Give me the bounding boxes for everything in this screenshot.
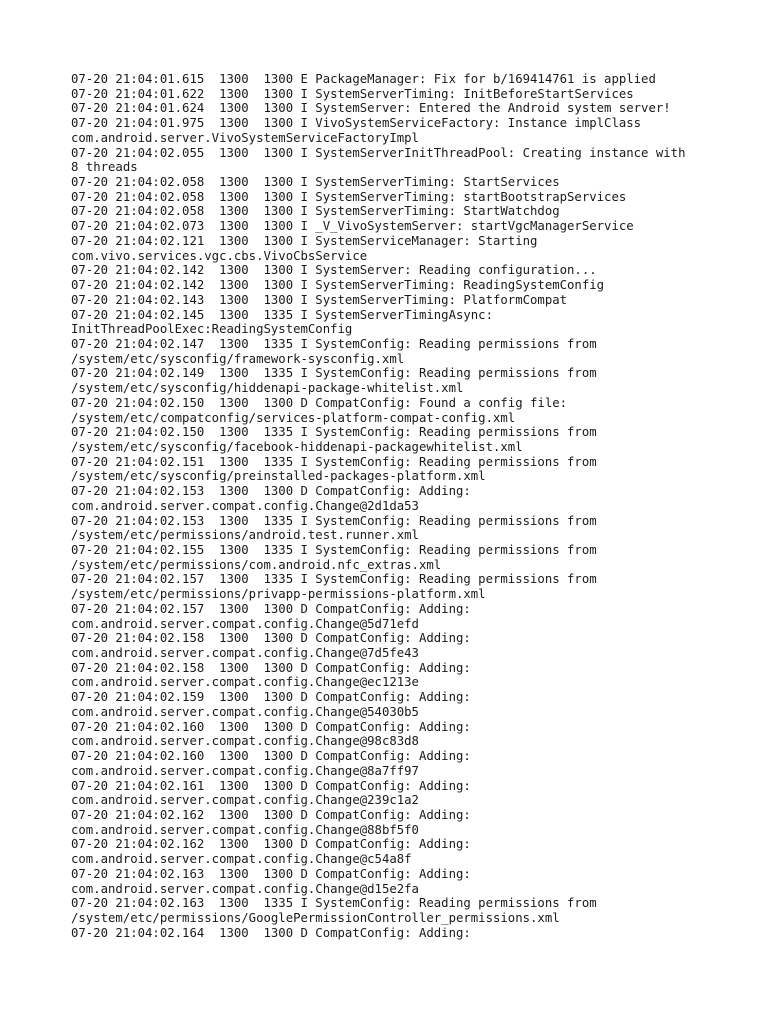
log-line: 07-20 21:04:01.622 1300 1300 I SystemServerTiming: InitBeforeStartServices xyxy=(71,86,634,101)
log-line: com.android.server.compat.config.Change@88bf5f0 xyxy=(71,822,419,837)
log-line: 8 threads xyxy=(71,160,138,175)
log-line: 07-20 21:04:02.151 1300 1335 I SystemConfig: Reading permissions from xyxy=(71,454,597,469)
log-line: 07-20 21:04:02.121 1300 1300 I SystemServiceManager: Starting xyxy=(71,233,538,248)
log-line: 07-20 21:04:02.162 1300 1300 D CompatConfig: Adding: xyxy=(71,837,471,852)
log-line: /system/etc/permissions/com.android.nfc_extras.xml xyxy=(71,557,442,572)
log-line: /system/etc/sysconfig/preinstalled-packages-platform.xml xyxy=(71,469,486,484)
log-line: com.android.server.compat.config.Change@d15e2fa xyxy=(71,881,419,896)
log-line: 07-20 21:04:01.975 1300 1300 I VivoSystemServiceFactory: Instance implClass xyxy=(71,116,642,131)
log-line: 07-20 21:04:02.147 1300 1335 I SystemConfig: Reading permissions from xyxy=(71,336,597,351)
log-line: com.android.server.compat.config.Change@5d71efd xyxy=(71,616,419,631)
log-line: com.android.server.VivoSystemServiceFactoryImpl xyxy=(71,130,419,145)
log-line: 07-20 21:04:02.058 1300 1300 I SystemServerTiming: StartServices xyxy=(71,175,560,190)
log-line: 07-20 21:04:02.157 1300 1300 D CompatConfig: Adding: xyxy=(71,601,471,616)
log-line: com.android.server.compat.config.Change@2d1da53 xyxy=(71,498,419,513)
log-line: com.android.server.compat.config.Change@ec1213e xyxy=(71,675,419,690)
log-line: 07-20 21:04:02.155 1300 1335 I SystemConfig: Reading permissions from xyxy=(71,543,597,557)
log-line: com.android.server.compat.config.Change@c54a8f xyxy=(71,852,412,867)
log-output xyxy=(71,72,711,940)
log-line: 07-20 21:04:02.163 1300 1335 I SystemConfig: Reading permissions from xyxy=(71,896,597,911)
log-line: 07-20 21:04:02.158 1300 1300 D CompatConfig: Adding: xyxy=(71,631,471,646)
log-line: 07-20 21:04:02.055 1300 1300 I SystemServerInitThreadPool: Creating instance with xyxy=(71,145,686,160)
log-line: 07-20 21:04:02.157 1300 1335 I SystemConfig: Reading permissions from xyxy=(71,572,597,587)
log-line: 07-20 21:04:01.615 1300 1300 E PackageManager: Fix for b/169414761 is applied xyxy=(71,72,656,86)
log-line: 07-20 21:04:02.160 1300 1300 D CompatConfig: Adding: xyxy=(71,719,471,734)
log-line: 07-20 21:04:02.164 1300 1300 D CompatConfig: Adding: xyxy=(71,925,471,940)
log-line: com.android.server.compat.config.Change@54030b5 xyxy=(71,704,419,719)
log-line: 07-20 21:04:02.073 1300 1300 I _V_VivoSystemServer: startVgcManagerService xyxy=(71,219,634,234)
log-line: /system/etc/compatconfig/services-platform-compat-config.xml xyxy=(71,410,516,425)
log-line: /system/etc/permissions/GooglePermissionController_permissions.xml xyxy=(71,910,560,925)
log-line: 07-20 21:04:02.145 1300 1335 I SystemServerTimingAsync: xyxy=(71,307,493,322)
log-line: 07-20 21:04:02.149 1300 1335 I SystemConfig: Reading permissions from xyxy=(71,366,597,381)
log-line: 07-20 21:04:02.161 1300 1300 D CompatConfig: Adding: xyxy=(71,778,471,793)
log-line: 07-20 21:04:02.058 1300 1300 I SystemServerTiming: StartWatchdog xyxy=(71,204,560,219)
log-line: 07-20 21:04:02.153 1300 1300 D CompatConfig: Adding: xyxy=(71,484,471,499)
log-line: 07-20 21:04:02.159 1300 1300 D CompatConfig: Adding: xyxy=(71,690,471,705)
log-line: /system/etc/sysconfig/facebook-hiddenapi-packagewhitelist.xml xyxy=(71,439,523,454)
log-line: 07-20 21:04:02.158 1300 1300 D CompatConfig: Adding: xyxy=(71,660,471,675)
log-line: com.android.server.compat.config.Change@98c83d8 xyxy=(71,734,419,749)
log-line: /system/etc/permissions/android.test.runner.xml xyxy=(71,528,419,543)
log-line: InitThreadPoolExec:ReadingSystemConfig xyxy=(71,322,353,337)
log-line: 07-20 21:04:02.142 1300 1300 I SystemServerTiming: ReadingSystemConfig xyxy=(71,278,605,293)
log-line: com.android.server.compat.config.Change@7d5fe43 xyxy=(71,646,419,661)
log-line: 07-20 21:04:02.160 1300 1300 D CompatConfig: Adding: xyxy=(71,749,471,764)
log-line: 07-20 21:04:02.163 1300 1300 D CompatConfig: Adding: xyxy=(71,866,471,881)
log-line: /system/etc/sysconfig/hiddenapi-package-whitelist.xml xyxy=(71,381,464,396)
log-line: 07-20 21:04:02.142 1300 1300 I SystemServer: Reading configuration... xyxy=(71,263,597,278)
log-line: 07-20 21:04:02.058 1300 1300 I SystemServerTiming: startBootstrapServices xyxy=(71,189,627,204)
log-line: 07-20 21:04:02.150 1300 1300 D CompatConfig: Found a config file: xyxy=(71,395,568,410)
document-page xyxy=(71,72,711,940)
log-line: 07-20 21:04:02.162 1300 1300 D CompatConfig: Adding: xyxy=(71,807,471,822)
log-line: /system/etc/sysconfig/framework-sysconfig.xml xyxy=(71,351,405,366)
log-line: 07-20 21:04:02.150 1300 1335 I SystemConfig: Reading permissions from xyxy=(71,425,597,440)
log-line: 07-20 21:04:01.624 1300 1300 I SystemServer: Entered the Android system server! xyxy=(71,101,671,116)
log-line: /system/etc/permissions/privapp-permissions-platform.xml xyxy=(71,587,486,602)
log-line: 07-20 21:04:02.143 1300 1300 I SystemServerTiming: PlatformCompat xyxy=(71,292,568,307)
log-line: com.android.server.compat.config.Change@8a7ff97 xyxy=(71,763,419,778)
log-line: 07-20 21:04:02.153 1300 1335 I SystemConfig: Reading permissions from xyxy=(71,513,597,528)
log-line: com.vivo.services.vgc.cbs.VivoCbsService xyxy=(71,248,368,263)
log-line: com.android.server.compat.config.Change@239c1a2 xyxy=(71,793,419,808)
